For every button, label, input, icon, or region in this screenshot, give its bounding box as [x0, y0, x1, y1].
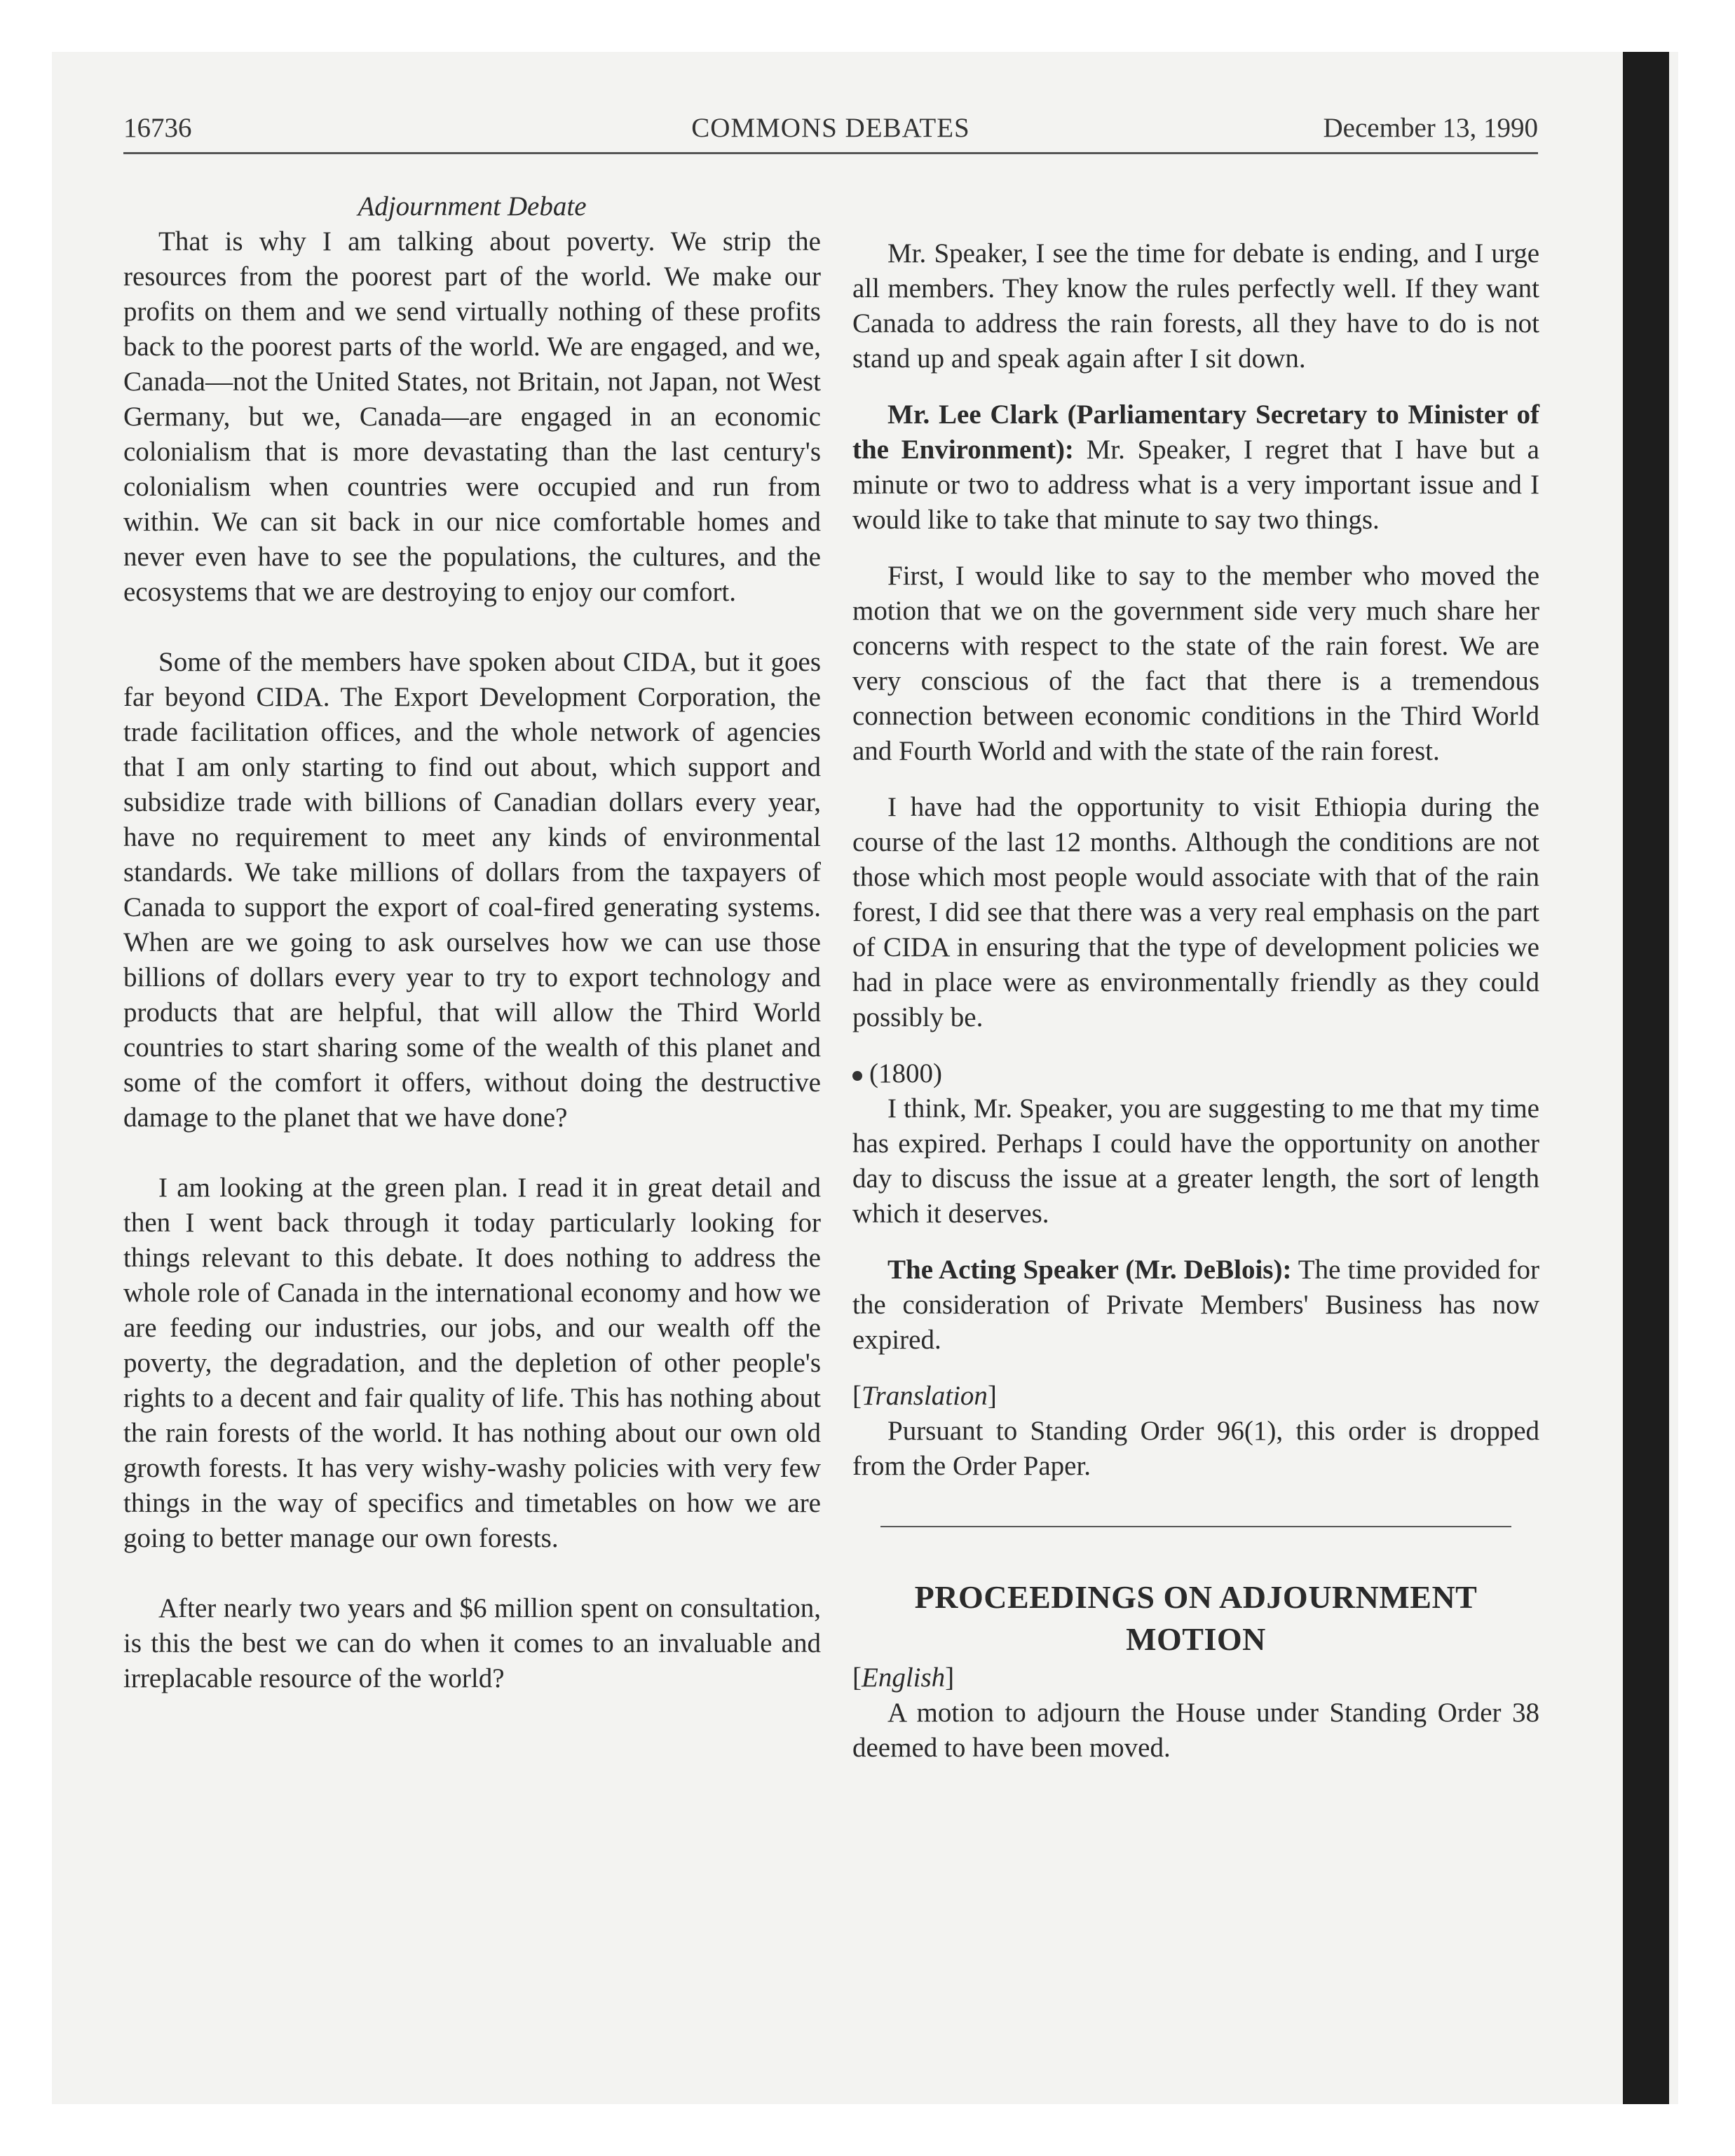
- publication-title: COMMONS DEBATES: [691, 113, 970, 143]
- paragraph: After nearly two years and $6 million spent on consultation, is this the best we can do when it comes to an invaluable and irreplacable resource of the world?: [123, 1593, 821, 1693]
- right-column: [852, 236, 1539, 1787]
- paragraph: I have had the opportunity to visit Ethiopia during the course of the last 12 months. Although the conditions are not those which most people would associate with that of the rain forest, I did see that there was a very real emphasis on the part of CIDA in ensuring that the type of development policies we had in place were as environmentally friendly as they could possibly be.: [852, 792, 1539, 1032]
- time-stamp: [852, 1056, 1539, 1091]
- left-column: [123, 189, 821, 1696]
- language-tag: [Translation]: [852, 1381, 997, 1411]
- speaker-name: Mr. Lee Clark (Parliamentary Secretary to Minister of the Environment):: [852, 400, 1539, 465]
- speech-paragraph: [852, 397, 1539, 538]
- bullet-icon: [852, 1071, 862, 1081]
- section-divider: [880, 1526, 1511, 1527]
- speech-paragraph: [852, 1253, 1539, 1358]
- paragraph: Some of the members have spoken about CIDA, but it goes far beyond CIDA. The Export Development Corporation, the trade facilitation offices, and the whole network of agencies that I am only starting to find out about, which support and subsidize trade with billions of Canadian dollars every year, have no requirement to meet any kinds of environmental standards. We take millions of dollars from the taxpayers of Canada to support the export of coal-fired generating systems. When are we going to ask ourselves how we can use those billions of dollars every year to try to export technology and products that are helpful, that will allow the Third World countries to start sharing some of the wealth of this planet and some of the comfort it offers, without doing the destructive damage to the planet that we have done?: [123, 647, 821, 1133]
- speech-text: The time provided for the consideration of Private Members' Business has now expired.: [852, 1255, 1539, 1355]
- paragraph: Mr. Speaker, I see the time for debate is ending, and I urge all members. They know the rules perfectly well. If they want Canada to address the rain forests, all they have to do is not stand up and speak again after I sit down.: [852, 238, 1539, 374]
- binding-edge: [1623, 52, 1669, 2104]
- speech-text: Mr. Speaker, I regret that I have but a minute or two to address what is a very important issue and I would like to take that minute to say two things.: [852, 435, 1539, 535]
- paragraph: I think, Mr. Speaker, you are suggesting to me that my time has expired. Perhaps I could have the opportunity on another day to discuss the issue at a greater length, the sort of length which it deserves.: [852, 1093, 1539, 1229]
- speaker-name: The Acting Speaker (Mr. DeBlois):: [887, 1255, 1292, 1285]
- paragraph: A motion to adjourn the House under Standing Order 38 deemed to have been moved.: [852, 1698, 1539, 1763]
- running-head: Adjournment Debate: [358, 191, 587, 221]
- paragraph: I am looking at the green plan. I read it in great detail and then I went back through it today particularly looking for things relevant to this debate. It does nothing to address the whole role of Canada in the international economy and how we are feeding our industries, our jobs, and our wealth off the poverty, the degradation, and the depletion of other people's rights to a decent and fair quality of life. This has nothing about the rain forests of the world. It has nothing about our own old growth forests. It has very wishy-washy policies with very few things in the way of specifics and timetables on how we are going to better manage our own forests.: [123, 1173, 821, 1553]
- language-tag-text: English: [862, 1663, 946, 1693]
- section-title: PROCEEDINGS ON ADJOURNMENT MOTION: [914, 1579, 1478, 1657]
- header-rule: [123, 152, 1538, 154]
- paragraph: First, I would like to say to the member who moved the motion that we on the government side very much share her concerns with respect to the state of the rain forest. We are very conscious of the fact that there is a tremendous connection between economic conditions in the Third World and Fourth World and with the state of the rain forest.: [852, 561, 1539, 766]
- page-number: 16736: [123, 113, 192, 143]
- language-tag: [English]: [852, 1663, 955, 1693]
- language-tag-text: Translation: [862, 1381, 988, 1411]
- header-date: December 13, 1990: [1323, 113, 1538, 143]
- paragraph: That is why I am talking about poverty. We strip the resources from the poorest part of the world. We make our profits on them and we send virtually nothing of these profits back to the poorest parts of the world. We are engaged, and we, Canada—not the United States, not Britain, not Japan, not West Germany, but we, Canada—are engaged in an economic colonialism that is more devastating than the last century's colonialism when countries were occupied and run from within. We can sit back in our nice comfortable homes and never even have to see the populations, the cultures, and the ecosystems that we are destroying to enjoy our comfort.: [123, 226, 821, 607]
- time-stamp-text: (1800): [869, 1058, 942, 1089]
- paragraph: Pursuant to Standing Order 96(1), this order is dropped from the Order Paper.: [852, 1416, 1539, 1481]
- page-header: [123, 112, 1538, 154]
